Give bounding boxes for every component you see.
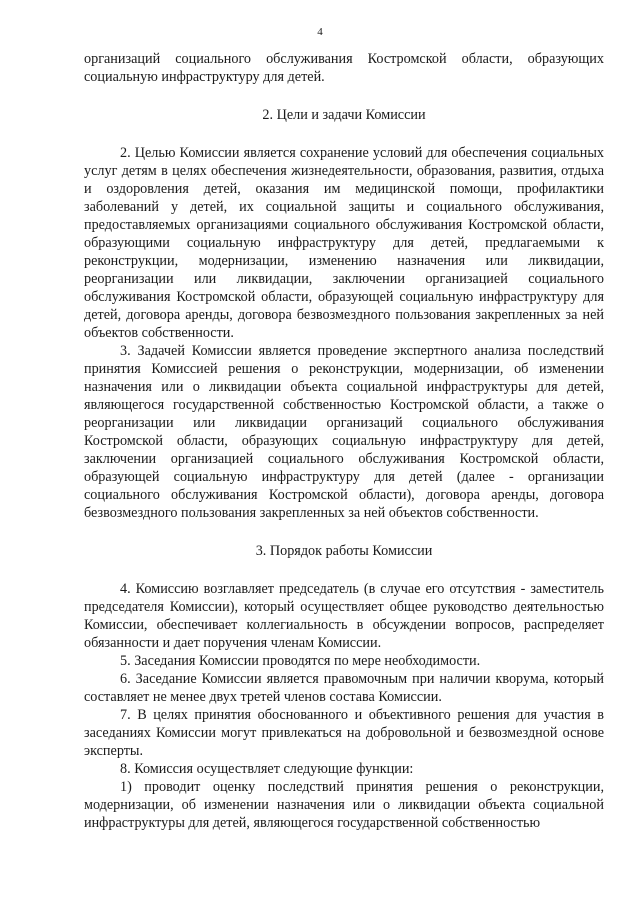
paragraph-3-task: 3. Задачей Комиссии является проведение экспертного анализа последствий принятия Комиссией решения о реконструкции, модернизации, об изменении назначения или о ликвидации объекта социальной инфраструктуры для детей, являющегося государственной собственностью Костромской области, а также о реорганизации или ликвидации организаций социального обслуживания Костромской области, образующих социальную инфраструктуру для детей, заключении организацией социального обслуживания Костромской области, образующей социальную инфраструктуру для детей (далее - организации социального обслуживания Костромской области), договора аренды, договора безвозмездного пользования закрепленных за ней объектов собственности. <box>84 343 604 521</box>
page-number: 4 <box>317 26 323 38</box>
section-heading-procedure: 3. Порядок работы Комиссии <box>255 543 433 559</box>
document-body <box>84 50 604 832</box>
paragraph-continuation: организаций социального обслуживания Костромской области, образующих социальную инфраструктуру для детей. <box>84 51 604 85</box>
paragraph-4-chairman: 4. Комиссию возглавляет председатель (в случае его отсутствия - заместитель председателя Комиссии), который осуществляет общее руководство деятельностью Комиссии, обеспечивает коллегиальность в обсуждении вопросов, распределяет обязанности и дает поручения членам Комиссии. <box>84 581 604 651</box>
paragraph-8-1-assessment: 1) проводит оценку последствий принятия решения о реконструкции, модернизации, об изменении назначения или о ликвидации объекта социальной инфраструктуры для детей, являющегося государственной собственностью <box>84 779 604 831</box>
paragraph-5-meetings: 5. Заседания Комиссии проводятся по мере необходимости. <box>120 653 481 669</box>
paragraph-7-experts: 7. В целях принятия обоснованного и объективного решения для участия в заседаниях Комиссии могут привлекаться на добровольной и безвозмездной основе эксперты. <box>84 707 604 759</box>
section-heading-goals: 2. Цели и задачи Комиссии <box>262 107 426 123</box>
paragraph-8-functions: 8. Комиссия осуществляет следующие функции: <box>120 761 414 777</box>
paragraph-6-quorum: 6. Заседание Комиссии является правомочным при наличии кворума, который составляет не менее двух третей членов состава Комиссии. <box>84 671 604 705</box>
paragraph-2-goal: 2. Целью Комиссии является сохранение условий для обеспечения социальных услуг детям в целях обеспечения жизнедеятельности, образования, развития, отдыха и оздоровления детей, оказания им медицинской помощи, профилактики заболеваний у детей, их социальной защиты и социального обслуживания, предоставляемых организациями социального обслуживания Костромской области, образующими социальную инфраструктуру для детей, предлагаемыми к реконструкции, модернизации, изменению назначения или ликвидации, реорганизации или ликвидации, заключении организацией социального обслуживания Костромской области, образующей социальную инфраструктуру для детей, договора аренды, договора безвозмездного пользования закрепленных за ней объектов собственности. <box>84 145 604 341</box>
